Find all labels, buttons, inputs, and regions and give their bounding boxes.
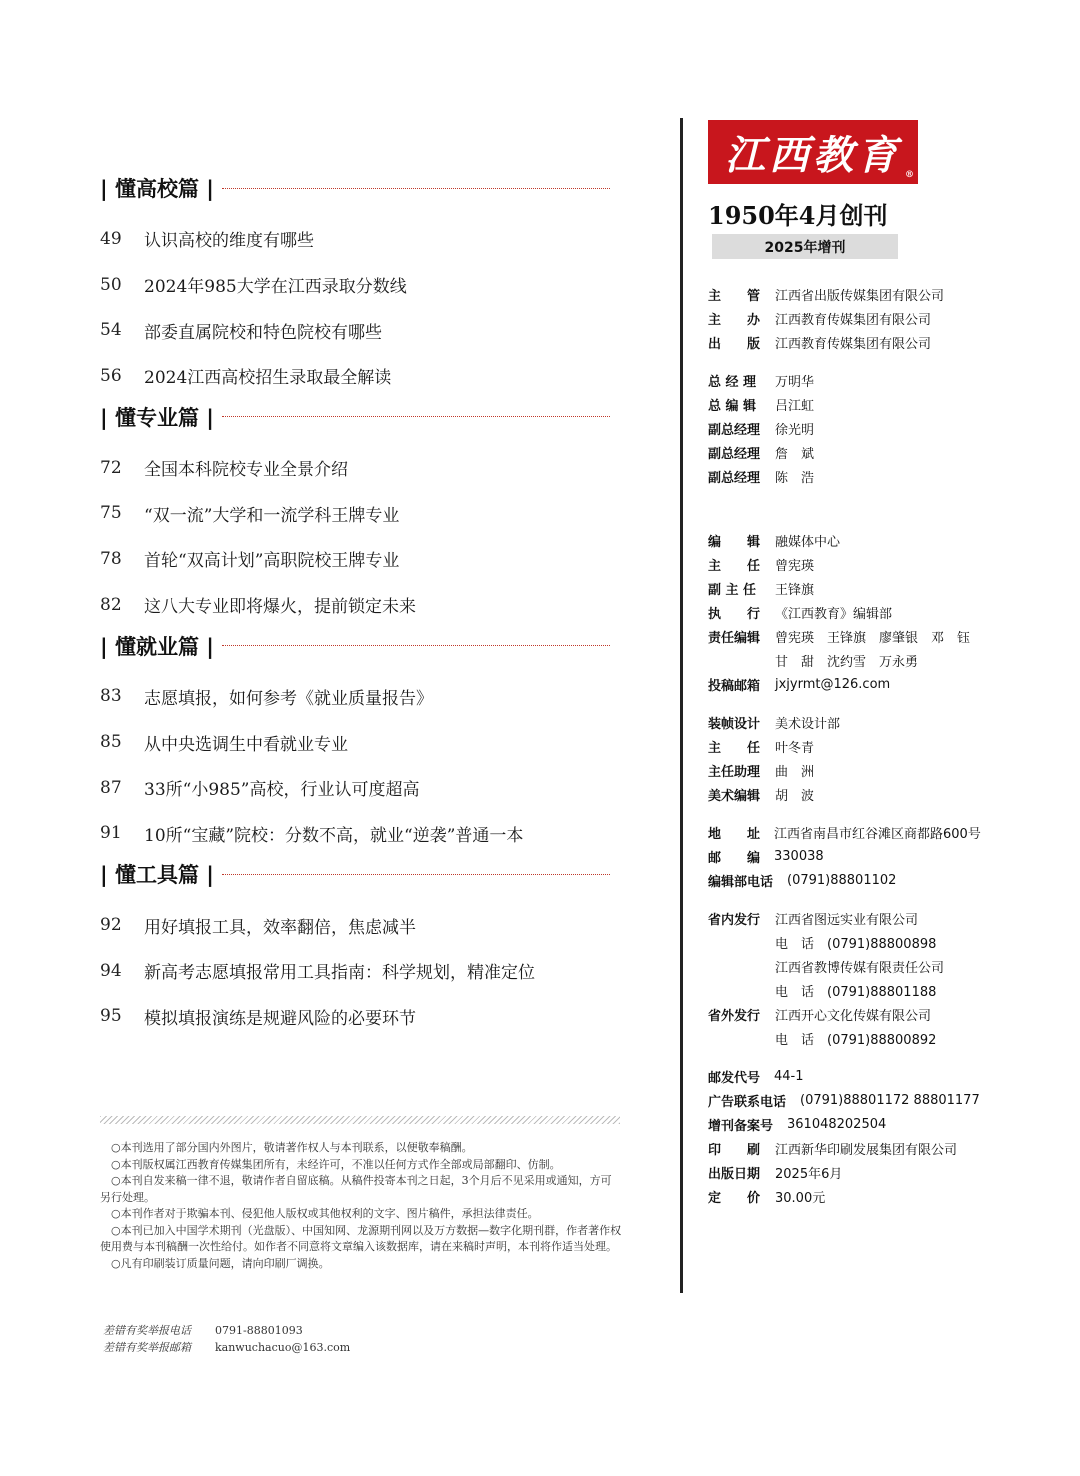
toc-entry[interactable] [100, 765, 610, 811]
masthead-key: 省外发行 [708, 1008, 761, 1024]
article-title: “双一流”大学和一流学科王牌专业 [144, 505, 400, 526]
masthead-key: 责任编辑 [708, 630, 761, 646]
masthead-value: 《江西教育》编辑部 [775, 606, 893, 622]
masthead-value: 2025年6月 [775, 1166, 843, 1182]
masthead-value: 江西开心文化传媒有限公司 [775, 1008, 932, 1024]
masthead-key: 副 主 任 [708, 582, 757, 598]
page-number: 95 [100, 1006, 122, 1027]
page-number: 78 [100, 548, 122, 569]
section-heading [100, 170, 610, 206]
masthead-row [708, 624, 1068, 648]
masthead-row [708, 954, 1068, 978]
article-title: 部委直属院校和特色院校有哪些 [144, 322, 382, 343]
note: ○本刊版权属江西教育传媒集团所有，未经许可，不准以任何方式作全部或局部翻印、仿制。 [111, 1157, 561, 1171]
section-title: | 懂工具篇 | [100, 863, 214, 888]
masthead-row [708, 330, 1068, 354]
masthead-key: 美术编辑 [708, 788, 761, 804]
masthead-value: 361048202504 [787, 1116, 887, 1132]
price: 30.00元 [775, 1190, 826, 1206]
masthead-key: 印 刷 [708, 1142, 761, 1158]
copyright-notes [100, 1140, 622, 1272]
article-title: 志愿填报，如何参考《就业质量报告》 [144, 688, 433, 709]
article-title: 10所“宝藏”院校：分数不高，就业“逆袭”普通一本 [144, 825, 524, 846]
masthead-value: 曾宪瑛 [775, 558, 815, 574]
masthead-row [708, 978, 1068, 1002]
article-title: 用好填报工具，效率翻倍，焦虑减半 [144, 917, 416, 938]
masthead-value: 44-1 [774, 1068, 804, 1084]
page-number: 92 [100, 915, 122, 936]
toc-entry[interactable] [100, 262, 610, 308]
masthead-row [708, 306, 1068, 330]
masthead-value: 江西教育传媒集团有限公司 [775, 336, 932, 352]
section-title: | 懂就业篇 | [100, 634, 214, 659]
masthead-key: 编 辑 [708, 534, 761, 550]
article-title: 2024年985大学在江西录取分数线 [144, 277, 407, 298]
masthead-value: 电 话 (0791)88800892 [775, 1032, 937, 1048]
masthead-value: 胡 波 [775, 788, 815, 804]
masthead-key: 增刊备案号 [708, 1118, 774, 1134]
masthead-row [708, 416, 1068, 440]
masthead-row [708, 600, 1068, 624]
logo-text: 江西教育 [725, 131, 901, 179]
masthead-value: (0791)88801102 [787, 872, 897, 888]
report-email-label: 差错有奖举报邮箱 [103, 1341, 191, 1354]
masthead-row [708, 1002, 1068, 1026]
page-number: 50 [100, 274, 122, 295]
masthead-row [708, 1184, 1068, 1208]
masthead-row [708, 758, 1068, 782]
masthead-row [708, 930, 1068, 954]
page-number: 82 [100, 594, 122, 615]
masthead-row [708, 672, 1068, 696]
masthead-value: 电 话 (0791)88801188 [775, 984, 937, 1000]
masthead-value: 江西省教博传媒有限责任公司 [775, 960, 945, 976]
note: ○本刊作者对于欺骗本刊、侵犯他人版权或其他权利的文字、图片稿件，承担法律责任。 [111, 1207, 539, 1220]
page-number: 85 [100, 732, 122, 753]
toc-entry[interactable] [100, 719, 610, 765]
report-email: kanwuchacuo@163.com [215, 1341, 351, 1354]
dotted-divider [222, 416, 610, 417]
toc-entry[interactable] [100, 307, 610, 353]
masthead-row [708, 1160, 1068, 1184]
wavy-divider [100, 1116, 620, 1124]
masthead-value: 江西教育传媒集团有限公司 [775, 312, 932, 328]
masthead-row [708, 906, 1068, 930]
dotted-divider [222, 645, 610, 646]
vertical-divider [680, 118, 683, 1293]
masthead-row [708, 820, 1068, 844]
dotted-divider [222, 874, 610, 875]
masthead-value: 万明华 [775, 374, 815, 390]
masthead-key: 出 版 [708, 336, 761, 352]
masthead-value: 330038 [774, 848, 824, 864]
masthead-key: 省内发行 [708, 912, 761, 928]
masthead-key: 主任助理 [708, 764, 761, 780]
masthead-key: 邮发代号 [708, 1070, 761, 1086]
page-number: 91 [100, 823, 122, 844]
masthead-value: 甘 甜 沈约雪 万永勇 [775, 654, 919, 670]
issue-badge: 2025年增刊 [712, 234, 898, 259]
toc-entry[interactable] [100, 353, 610, 399]
masthead-value: 叶冬青 [775, 740, 815, 756]
magazine-logo [708, 120, 918, 184]
masthead-value: 曲 洲 [775, 764, 815, 780]
masthead-key: 副总经理 [708, 422, 761, 438]
article-title: 全国本科院校专业全景介绍 [144, 460, 348, 481]
masthead-row [708, 868, 1068, 892]
masthead-value: 美术设计部 [775, 716, 841, 732]
toc-entry[interactable] [100, 811, 610, 857]
masthead-value: 江西省南昌市红谷滩区商都路600号 [774, 826, 981, 842]
note: ○本刊自发来稿一律不退，敬请作者自留底稿。从稿件投寄本刊之日起，3个月后不见采用或通知，方可另行处理。 [100, 1174, 612, 1204]
note: ○本刊已加入中国学术期刊（光盘版）、中国知网、龙源期刊网以及万方数据—数字化期刊群，作者著作权使用费与本刊稿酬一次性给付。如作者不同意将文章编入该数据库，请在来稿时声明，本刊将作适当处理。 [100, 1223, 622, 1253]
masthead-key: 主 管 [708, 288, 761, 304]
masthead-key: 执 行 [708, 606, 761, 622]
article-title: 认识高校的维度有哪些 [144, 231, 314, 252]
masthead-row [708, 552, 1068, 576]
article-title: 从中央选调生中看就业专业 [144, 734, 348, 755]
masthead-value: 王锋旗 [775, 582, 815, 598]
masthead-info [708, 282, 1068, 1208]
masthead-value: 电 话 (0791)88800898 [775, 936, 937, 952]
masthead-value: 陈 浩 [775, 470, 815, 486]
article-title: 新高考志愿填报常用工具指南：科学规划，精准定位 [144, 963, 535, 984]
masthead-row [708, 1064, 1068, 1088]
masthead-value: 江西省出版传媒集团有限公司 [775, 288, 945, 304]
masthead-key: 定 价 [708, 1190, 761, 1206]
masthead-row [708, 710, 1068, 734]
toc-entry[interactable] [100, 445, 610, 491]
toc-entry[interactable] [100, 674, 610, 720]
masthead-key: 编辑部电话 [708, 874, 774, 890]
masthead-row [708, 464, 1068, 488]
masthead-row [708, 1088, 1068, 1112]
error-report-info [103, 1322, 350, 1356]
masthead-row [708, 648, 1068, 672]
masthead-key: 出版日期 [708, 1166, 761, 1182]
section-heading [100, 628, 610, 664]
section-title: | 懂专业篇 | [100, 405, 214, 430]
masthead-row [708, 440, 1068, 464]
toc-entry[interactable] [100, 902, 610, 948]
masthead-key: 主 任 [708, 740, 761, 756]
page-number: 83 [100, 686, 122, 707]
masthead-row [708, 576, 1068, 600]
masthead-value: 吕江虹 [775, 398, 815, 414]
masthead-value: 詹 斌 [775, 446, 815, 462]
founded-date: 1950年4月创刊 [708, 201, 888, 230]
masthead-key: 地 址 [708, 826, 761, 842]
masthead-key: 总 经 理 [708, 374, 757, 390]
masthead-row [708, 528, 1068, 552]
article-title: 首轮“双高计划”高职院校王牌专业 [144, 551, 400, 572]
article-title: 33所“小985”高校，行业认可度超高 [144, 780, 420, 801]
toc-entry[interactable] [100, 490, 610, 536]
page-number: 94 [100, 960, 122, 981]
masthead-key: 副总经理 [708, 470, 761, 486]
dotted-divider [222, 188, 610, 189]
section-heading [100, 856, 610, 892]
report-phone: 0791-88801093 [215, 1324, 303, 1337]
masthead-row [708, 1136, 1068, 1160]
masthead-key: 主 任 [708, 558, 761, 574]
submission-email: jxjyrmt@126.com [775, 676, 891, 692]
toc-entry[interactable] [100, 582, 610, 628]
page-number: 49 [100, 228, 122, 249]
report-phone-label: 差错有奖举报电话 [103, 1324, 191, 1337]
masthead-row [708, 1112, 1068, 1136]
masthead-row [708, 368, 1068, 392]
masthead-value: 江西新华印刷发展集团有限公司 [775, 1142, 958, 1158]
article-title: 2024江西高校招生录取最全解读 [144, 368, 392, 389]
registered-mark: ® [905, 170, 914, 180]
section-heading [100, 399, 610, 435]
toc-entry[interactable] [100, 216, 610, 262]
masthead-row [708, 1026, 1068, 1050]
masthead-key: 主 办 [708, 312, 761, 328]
masthead-value: 融媒体中心 [775, 534, 841, 550]
article-title: 这八大专业即将爆火，提前锁定未来 [144, 597, 416, 618]
toc-entry[interactable] [100, 536, 610, 582]
page-number: 56 [100, 365, 122, 386]
toc-entry[interactable] [100, 994, 610, 1040]
masthead-key: 投稿邮箱 [708, 678, 761, 694]
masthead-row [708, 392, 1068, 416]
article-title: 模拟填报演练是规避风险的必要环节 [144, 1008, 416, 1029]
page-number: 87 [100, 777, 122, 798]
masthead-row [708, 282, 1068, 306]
note: ○本刊选用了部分国内外图片，敬请著作权人与本刊联系，以便敬奉稿酬。 [111, 1141, 473, 1154]
masthead-key: 装帧设计 [708, 716, 761, 732]
masthead-key: 副总经理 [708, 446, 761, 462]
table-of-contents [100, 170, 610, 1039]
section-title: | 懂高校篇 | [100, 177, 214, 201]
masthead-value: 江西省图远实业有限公司 [775, 912, 919, 928]
page-number: 75 [100, 503, 122, 524]
masthead-key: 广告联系电话 [708, 1094, 787, 1110]
page-number: 54 [100, 320, 122, 341]
masthead-row [708, 844, 1068, 868]
page-number: 72 [100, 457, 122, 478]
masthead-row [708, 782, 1068, 806]
masthead-value: (0791)88801172 88801177 [800, 1092, 980, 1108]
masthead-value: 徐光明 [775, 422, 815, 438]
masthead-key: 总 编 辑 [708, 398, 757, 414]
toc-entry[interactable] [100, 948, 610, 994]
masthead-row [708, 734, 1068, 758]
masthead-key: 邮 编 [708, 850, 761, 866]
note: ○凡有印刷装订质量问题，请向印刷厂调换。 [111, 1256, 330, 1270]
masthead-value: 曾宪瑛 王锋旗 廖肇银 邓 钰 [775, 630, 971, 646]
